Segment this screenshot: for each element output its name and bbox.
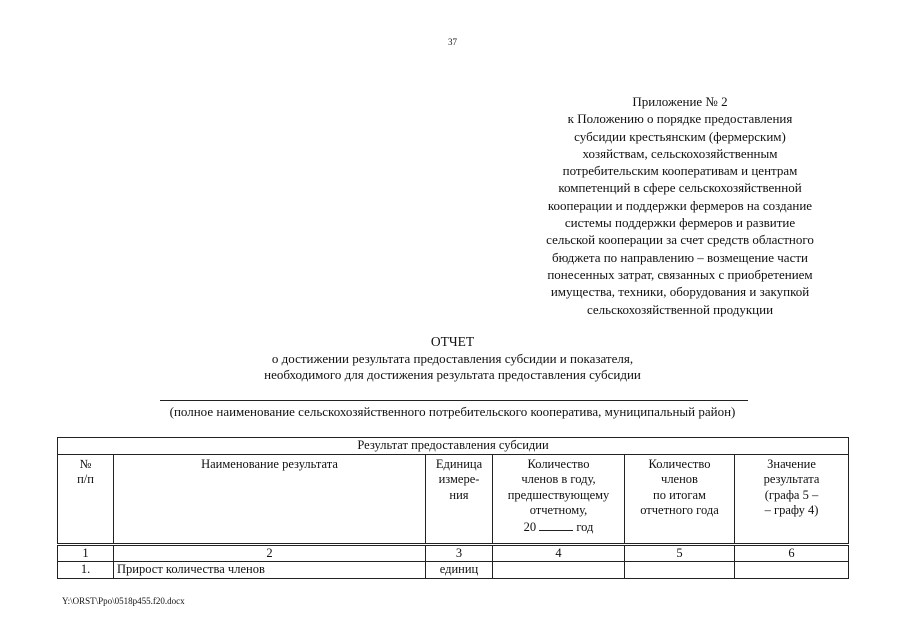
column-header-unit: [426, 454, 493, 544]
document-path-footer: Y:\ORST\Ppo\0518p455.f20.docx: [62, 596, 185, 606]
cooperative-name-caption: (полное наименование сельскохозяйственного потребительского кооператива, муниципальный район): [169, 404, 736, 419]
year-blank-field[interactable]: [539, 519, 573, 531]
row-number: 1.: [58, 562, 114, 579]
row-result-name: Прирост количества членов: [114, 562, 426, 579]
appendix-line: сельской кооперации за счет средств областного: [546, 232, 814, 248]
column-number: 1: [58, 544, 114, 562]
row-result-value[interactable]: [735, 562, 849, 579]
appendix-line: понесенных затрат, связанных с приобретением: [547, 266, 813, 282]
column-number: 3: [426, 544, 493, 562]
column-header-line: отчетному,: [529, 503, 588, 517]
report-subtitle-line-1: о достижении результата предоставления субсидии и показателя,: [271, 351, 634, 366]
row-unit: единиц: [426, 562, 493, 579]
year-suffix: год: [576, 519, 594, 534]
column-header-line: Единица: [435, 456, 483, 471]
year-field-line: [496, 519, 621, 536]
column-header-line: (графа 5 –: [764, 487, 819, 502]
column-header-line: п/п: [77, 472, 94, 486]
column-header-line: членов в году,: [521, 472, 596, 486]
column-header-line: Количество: [527, 456, 590, 471]
appendix-line: системы поддержки фермеров и развитие: [564, 215, 796, 231]
column-header-line: №: [79, 456, 92, 471]
table-row: [58, 562, 849, 579]
column-number: 4: [493, 544, 625, 562]
column-header-line: Наименование результата: [201, 456, 338, 471]
column-header-line: членов: [661, 472, 698, 486]
cooperative-name-field[interactable]: [160, 400, 748, 401]
column-header-current-year: [625, 454, 735, 544]
column-header-number: [58, 454, 114, 544]
appendix-line: субсидии крестьянским (фермерским): [574, 128, 786, 144]
row-current-year-count[interactable]: [625, 562, 735, 579]
column-header-result-value: [735, 454, 849, 544]
column-header-line: измере-: [438, 472, 480, 486]
column-number-row: [58, 544, 849, 562]
column-header-line: Количество: [648, 456, 711, 471]
row-previous-year-count[interactable]: [493, 562, 625, 579]
column-header-line: ния: [449, 487, 469, 502]
appendix-line: компетенций в сфере сельскохозяйственной: [558, 180, 802, 196]
year-prefix: 20: [523, 519, 537, 534]
column-header-line: предшествующему: [507, 487, 610, 502]
column-header-line: – графу 4): [764, 503, 819, 517]
appendix-line: бюджета по направлению – возмещение части: [552, 249, 808, 265]
column-number: 6: [735, 544, 849, 562]
report-subtitle-line-2: необходимого для достижения результата предоставления субсидии: [264, 367, 641, 382]
appendix-header: [500, 93, 860, 318]
column-header-previous-year: [493, 454, 625, 544]
appendix-line: имущества, техники, оборудования и закупкой: [550, 284, 810, 300]
report-subtitle: [0, 351, 905, 383]
appendix-line: хозяйствам, сельскохозяйственным: [582, 145, 778, 161]
appendix-line: потребительским кооперативам и центрам: [562, 163, 798, 179]
appendix-line: кооперации и поддержки фермеров на создание: [547, 197, 813, 213]
results-table: [57, 437, 849, 579]
page-number: 37: [448, 37, 457, 47]
report-title: ОТЧЕТ: [430, 334, 475, 349]
table-group-header: Результат предоставления субсидии: [58, 438, 849, 455]
column-header-name: [114, 454, 426, 544]
appendix-line: к Положению о порядке предоставления: [567, 111, 793, 127]
column-number: 5: [625, 544, 735, 562]
column-header-line: Значение: [767, 456, 816, 471]
column-header-line: по итогам: [653, 487, 706, 502]
column-header-line: отчетного года: [640, 503, 719, 517]
appendix-line: сельскохозяйственной продукции: [586, 301, 774, 317]
column-header-line: результата: [763, 472, 820, 486]
column-number: 2: [114, 544, 426, 562]
appendix-line: Приложение № 2: [632, 94, 728, 109]
